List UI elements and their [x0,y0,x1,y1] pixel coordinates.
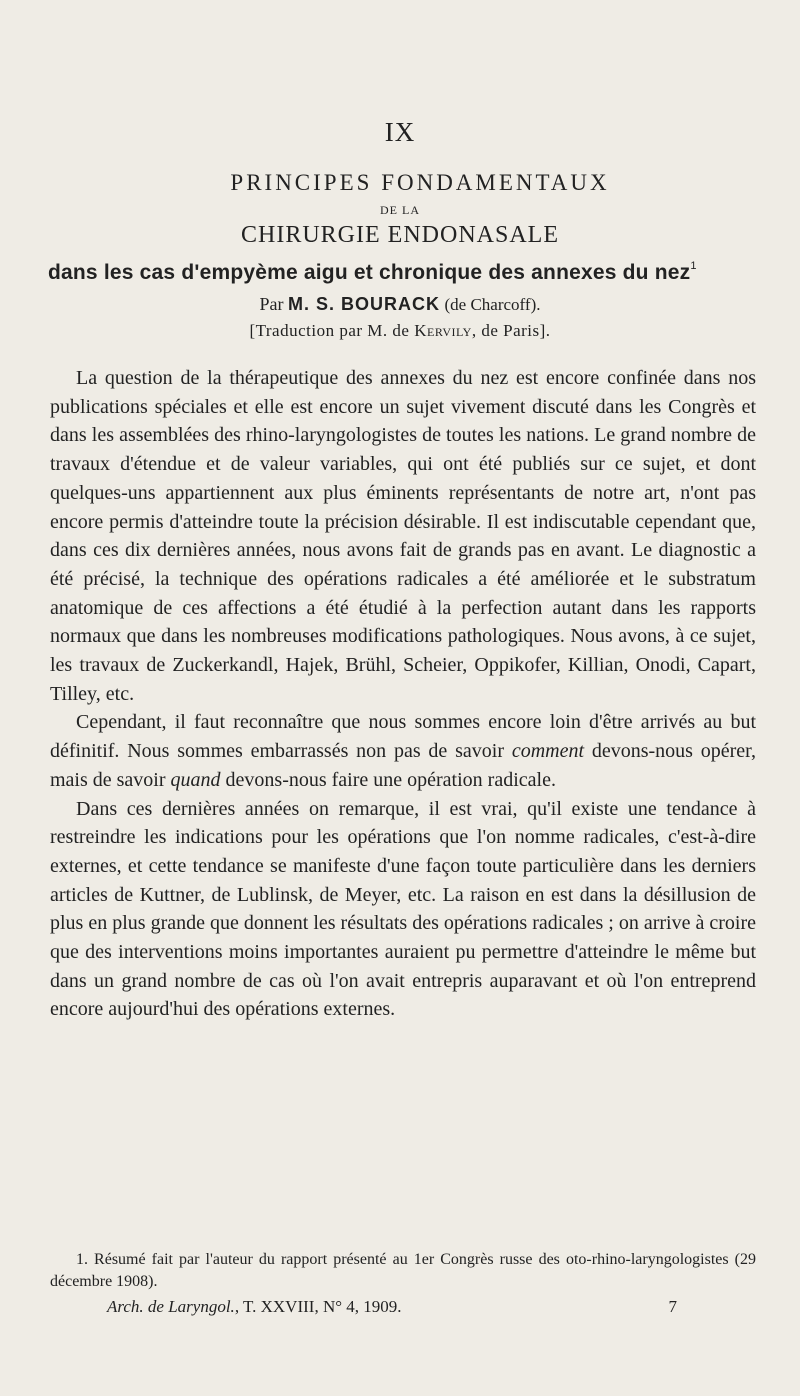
article-title: PRINCIPES FONDAMENTAUX [230,170,610,195]
translation-credit [0,321,800,341]
emphasis-text: comment [511,740,585,763]
body-paragraph: Dans ces dernières années on remarque, il est vrai, qu'il existe une tendance à restreindre les indications pour les opérations que l'on nomme radicales, c'est-à-dire externes, et cette tendance se manifeste d'une façon toute particulière dans les derniers articles de Kuttner, de Lublinsk, de Meyer, etc. La raison en est dans la désillusion de plus en plus grande que donnent les résultats des opérations radicales ; on arrive à croire que des interventions moins importantes auraient pu permettre d'atteindre le même but dans un grand nombre de cas où l'on avait entrepris auparavant et où l'on entreprend encore aujourd'hui des opérations externes. [50,797,756,1021]
author-prefix: Par [259,294,284,314]
author-name: M. S. BOURACK [288,294,440,314]
page-number: 7 [668,1297,677,1316]
journal-volume: , T. XXVIII, N° 4, 1909. [234,1297,402,1316]
journal-footer [107,1297,677,1317]
article-title-connector: DE LA [380,203,420,217]
body-paragraph: La question de la thérapeutique des annexes du nez est encore confinée dans nos publications spéciales et elle est encore un sujet vivement discuté dans les Congrès et dans les assemblées des rhino-laryngologistes de toutes les nations. Le grand nombre de travaux d'étendue et de valeur variables, qui ont été publiés sur ce sujet, et dont quelques-uns appartiennent aux plus éminents représentants de notre art, n'ont pas encore permis d'atteindre toute la précision désirable. Il est indiscutable cependant que, dans ces dix dernières années, nous avons fait de grands pas en avant. Le diagnostic a été précisé, la technique des opérations radicales a été améliorée et le substratum anatomique de ces affections a été étudié à la perfection autant dans les rapports normaux que dans les nombreuses modifications pathologiques. Nous avons, à ce sujet, les travaux de Zuckerkandl, Hajek, Brühl, Scheier, Oppikofer, Killian, Onodi, Capart, Tilley, etc. [50,367,756,705]
body-paragraph [50,708,756,794]
translation-prefix: [Traduction par M. de [249,321,410,340]
paragraph-text: Cependant, il faut reconnaître que nous sommes encore loin d'être arrivés au but définitif. Nous sommes embarrassés non pas de savoir [50,711,756,763]
article-title-continued: CHIRURGIE ENDONASALE [241,222,559,248]
chapter-number: IX [384,117,416,147]
author-line [0,294,800,315]
paragraph-text: devons-nous opérer, mais de savoir [50,740,757,791]
footnote-marker: 1 [690,260,697,272]
author-affiliation: (de Charcoff). [444,295,541,314]
journal-citation [107,1297,402,1317]
emphasis-text: quand [170,768,221,791]
article-body [50,364,756,1024]
journal-name: Arch. de Laryngol. [107,1297,235,1316]
paragraph-text: devons-nous faire une opération radicale. [225,768,556,791]
footnote [50,1249,756,1293]
article-subtitle [48,260,768,285]
subtitle-text: dans les cas d'empyème aigu et chronique des annexes du nez [48,261,691,284]
footnote-text: 1. Résumé fait par l'auteur du rapport présenté au 1er Congrès russe des oto-rhino-laryngologistes (29 décembre 1908). [50,1251,756,1290]
translation-suffix: , de Paris]. [471,321,551,340]
translator-name: Kervily [414,321,472,340]
